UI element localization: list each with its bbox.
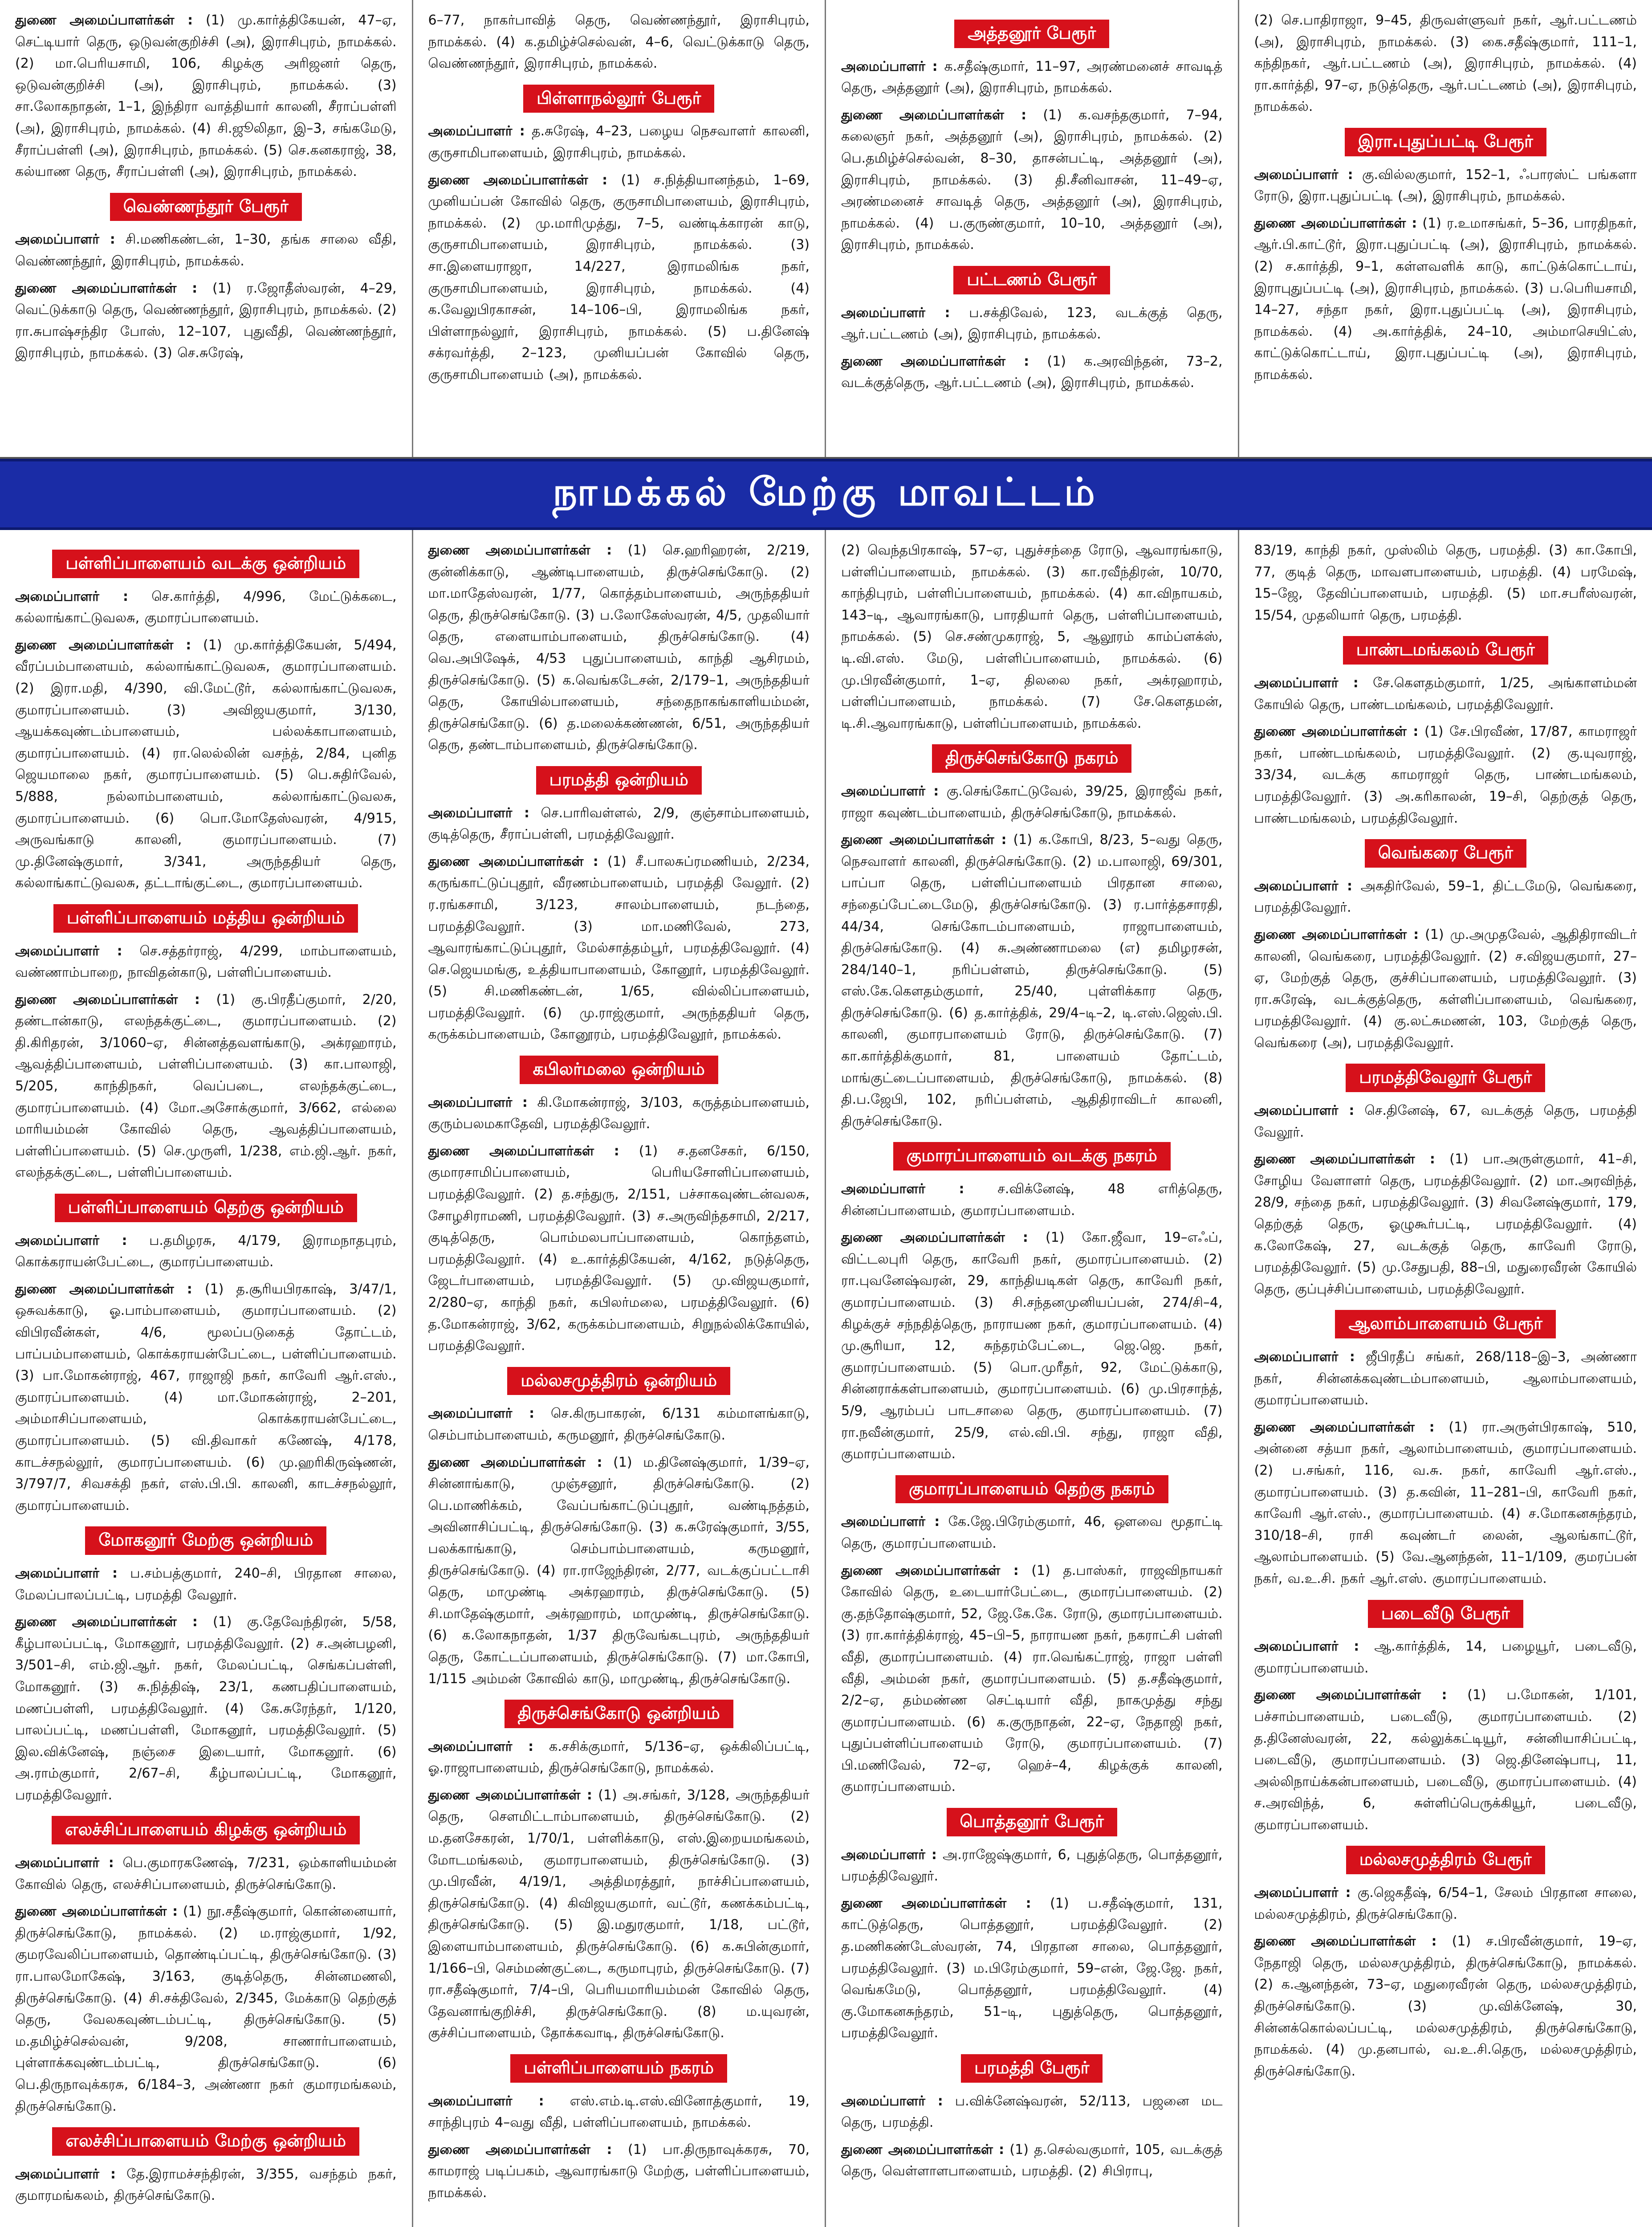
member-entry [841,302,1223,346]
role-label: துணை அமைப்பாளர்கள் : [841,2141,1005,2158]
bottom-section [0,530,1652,2227]
bottom-column-2 [413,530,826,2227]
role-label: அமைப்பாளர் : [841,305,950,321]
role-label: அமைப்பாளர் : [15,588,129,604]
member-entry [428,1092,810,1135]
member-details: (1) கு.பிரதீப்குமார், 2/20, தண்டான்காடு, எலந்தக்குட்டை, குமாரப்பாளையம். (2) தி.கிரிதரன், 3/1060–ஏ, சின்னத்தவளங்காடு, அக்ரஹாரம், ஆவத்திப்பாளையம், பள்ளிப்பாளையம். (3) கா.பாலாஜி, 5/205, காந்திநகர், வெப்படை, எலந்தக்குட்டை, குமாரப்பாளையம். (4) மோ.அசோக்குமார், 3/662, எல்லை மாரியம்மன் கோவில் தெரு, ஆவத்திப்பாளையம், பள்ளிப்பாளையம். (5) செ.முருளி, 1/238, எம்.ஜி.ஆர். நகர், எலந்தக்குட்டை, பள்ளிப்பாளையம். [15,991,397,1181]
member-entry [1254,1685,1637,1836]
member-details: ப.சம்பத்குமார், 240–சி, பிரதான சாலை, மேலப்பாலப்பட்டி, பரமத்தி வேலூர். [15,1565,397,1603]
member-entry [841,1560,1223,1799]
role-label: துணை அமைப்பாளர்கள் : [1254,1151,1435,1167]
member-entry [1254,1417,1637,1590]
member-details: அகதிர்வேல், 59–1, திட்டமேடு, வெங்கரை, பரமத்திவேலூர். [1254,878,1637,916]
member-details: (1) மு.கார்த்திகேயன், 5/494, வீரப்பம்பாளையம், கல்லாங்காட்டுவலசு, குமாரப்பாளையம். (2) இரா.மதி, 4/390, வி.மேட்டூர், கல்லாங்காட்டுவலசு, குமாரப்பாளையம். (3) அவிஜயகுமார், 3/130, ஆயக்கவுண்டம்பாளையம், பல்லக்காபாளையம், குமாரப்பாளையம். (4) ரா.லெல்லின் வசந்த், 2/84, புனித ஜெயமாலை நகர், குமாரப்பாளையம். (5) பெ.சுதிர்வேல், 5/888, நல்லாம்பாளையம், கல்லாங்காட்டுவலசு, குமாரப்பாளையம். (6) பொ.மோதேஸ்வரன், 4/915, அருவங்காடு காலனி, குமாரப்பாளையம். (7) மு.தினேஷ்குமார், 3/341, அருந்ததியர் தெரு, கல்லாங்காட்டுவலசு, தட்டாங்குட்டை, குமாரப்பாளையம். [15,637,397,891]
member-entry [428,803,810,846]
section-heading: படைவீடு பேரூர் [1368,1600,1523,1628]
member-details: செ.பாரிவள்ளல், 2/9, குஞ்சாம்பாளையம், குடித்தெரு, சீராப்பள்ளி, பரமத்திவேலூர். [428,805,810,843]
member-details: பெ.குமாரகணேஷ், 7/231, ஒம்காளியம்மன் கோவில் தெரு, எலச்சிப்பாளையம், திருச்செங்கோடு. [15,1855,397,1893]
member-details: (1) செ.ஹரிஹரன், 2/219, குன்னிக்காடு, ஆண்டிபாளையம், திருச்செங்கோடு. (2) மா.மாதேஸ்வரன், 1/77, கொத்தம்பாளையம், அருந்ததியர் தெரு, திருச்செங்கோடு. (3) ப.லோகேஸ்வரன், 4/5, முதலியார் தெரு, எளையாம்பாளையம், திருச்செங்கோடு. (4) வெ.அபிஷேக், 4/53 புதுப்பாளையம், காந்தி ஆசிரமம், திருச்செங்கோடு. (5) க.வெங்கடேசன், 2/179–1, அருந்ததியர் தெரு, கோயில்பாளையம், சந்தைநாகங்காளியம்மன், திருச்செங்கோடு. (6) த.மலைக்கண்ணன், 6/51, அருந்ததியர் தெரு, தண்டாம்பாளையம், திருச்செங்கோடு. [428,542,810,753]
role-label: அமைப்பாளர் : [841,1847,937,1863]
top-column-1 [0,0,413,457]
member-entry [1254,1149,1637,1300]
top-column-3 [826,0,1239,457]
section-heading: திருச்செங்கோடு ஒன்றியம் [505,1700,733,1728]
role-label: அமைப்பாளர் : [1254,1885,1351,1901]
member-entry [841,540,1223,734]
role-label: அமைப்பாளர் : [1254,675,1359,691]
section-heading: கபிலர்மலை ஒன்றியம் [520,1056,718,1084]
member-details: சி.மணிகண்டன், 1–30, தங்க சாலை வீதி, வெண்ணந்தூர், இராசிபுரம், நாமக்கல். [15,232,397,269]
role-label: அமைப்பாளர் : [15,1565,118,1581]
role-label: அமைப்பாளர் : [1254,1639,1359,1655]
member-details: அ.ராஜேஷ்குமார், 6, புதுத்தெரு, பொத்தனூர், பரமத்திவேலூர். [841,1847,1223,1884]
member-entry [428,2091,810,2134]
section-heading: பள்ளிப்பாளையம் மத்திய ஒன்றியம் [53,904,358,933]
member-entry [1254,876,1637,919]
role-label: அமைப்பாளர் : [428,1094,528,1110]
member-details: (1) அ.சங்கர், 3/128, அருந்ததியர் தெரு, சௌமிட்டாம்பாளையம், திருச்செங்கோடு. (2) ம.தனசேகரன், 1/70/1, பள்ளிக்காடு, எஸ்.இறையமங்கலம், மோடமங்கலம், குமாரபாளையம், திருச்செங்கோடு. (3) மு.பிரவீன், 4/19/1, அத்திமரத்தூர், நாச்சிப்பாளையம், திருச்செங்கோடு. (4) கிவிஜயகுமார், வட்டூர், கணக்கம்பட்டி, திருச்செங்கோடு. (5) இ.மதுரகுமார், 1/18, பட்டூர், இளையாம்பாளையம், திருச்செங்கோடு. (6) க.சுபின்குமார், 1/166–பி, செம்மண்குட்டை, கருமாபுரம், திருச்செங்கோடு. (7) ரா.சதீஷ்குமார், 7/4–பி, பெரியமாரியம்மன் கோவில் தெரு, தேவனாங்குறிச்சி, திருச்செங்கோடு. (8) ம.யுவரன், குச்சிப்பாளையம், தோக்கவாடி, திருச்செங்கோடு. [428,1787,810,2041]
member-details: சே.கௌதம்குமார், 1/25, அங்காளம்மன் கோயில் தெரு, பாண்டமங்கலம், பரமத்திவேலூர். [1254,675,1637,713]
member-entry [428,540,810,756]
member-entry [1254,1882,1637,1925]
role-label: துணை அமைப்பாளர்கள் : [428,172,608,188]
role-label: அமைப்பாளர் : [841,2093,943,2109]
top-column-4 [1239,0,1652,457]
bottom-column-4 [1239,530,1652,2227]
member-entry [15,278,397,364]
section-heading: பாண்டமங்கலம் பேரூர் [1343,636,1548,665]
member-entry [1254,1100,1637,1143]
role-label: அமைப்பாளர் : [841,783,939,799]
member-details: (1) ச.நித்தியானந்தம், 1–69, முனியப்பன் கோவில் தெரு, குருசாமிபாளையம், இராசிபுரம், நாமக்கல். (2) மு.மாரிமுத்து, 7–5, வண்டிக்காரன் காடு, குருசாமிபாளையம், இராசிபுரம், நாமக்கல். (3) சா.இளையராஜா, 14/227, இராமலிங்க நகர், குருசாமிபாளையம், இராசிபுரம், நாமக்கல். (4) க.வேலுபிரகாசன், 14–106–பி, இராமலிங்க நகர், பிள்ளாநல்லூர், இராசிபுரம், நாமக்கல். (5) ப.தினேஷ் சக்ரவர்த்தி, 2–123, முனியப்பன் கோவில் தெரு, குருசாமிபாளையம் (அ), நாமக்கல். [428,172,810,383]
role-label: துணை அமைப்பாளர்கள் : [428,1143,619,1159]
member-details: (1) க.வசந்தகுமார், 7–94, கலைஞர் நகர், அத்தனூர் (அ), இராசிபுரம், நாமக்கல். (2) பெ.தமிழ்ச்செல்வன், 8–30, தாசன்பட்டி, அத்தனூர் (அ), இராசிபுரம், நாமக்கல். (3) தி.சீனிவாசன், 11–49–ஏ, அரண்மனைச் சாவடித் தெரு, அத்தனூர் (அ), இராசிபுரம், நாமக்கல். (4) ப.குருண்குமார், 10–10, அத்தனூர் (அ), இராசிபுரம், நாமக்கல். [841,107,1223,253]
role-label: துணை அமைப்பாளர்கள் : [15,1281,192,1297]
member-entry [1254,10,1637,118]
member-details: (1) த.சூரியபிரகாஷ், 3/47/1, ஒசுவக்காடு, ஓ.பாம்பாளையம், குமாரப்பாளையம். (2) விபிரவீன்கள், 4/6, மூலப்படுகைத் தோட்டம், பாப்பம்பாளையம், கொக்கராயன்பேட்டை, பள்ளிப்பாளையம். (3) பா.மோகன்ராஜ், 467, ராஜாஜி நகர், காவேரி ஆர்.எஸ்., குமாரப்பாளையம். (4) மா.மோகன்ராஜ், 2–201, அம்மாசிப்பாளையம், கொக்கராயன்பேட்டை, குமாரப்பாளையம். (5) வி.திவாகர் கணேஷ், 4/178, காடச்சநல்லூர், குமாரப்பாளையம். (6) மு.ஹரிகிருஷ்ணன், 3/797/7, சிவசக்தி நகர், எஸ்.பி.பி. காலனி, காடச்சநல்லூர், குமாரப்பாளையம். [15,1281,397,1513]
member-entry [841,781,1223,824]
member-details: தே.இராமச்சந்திரன், 3/355, வசந்தம் நகர், குமாரமங்கலம், திருச்செங்கோடு. [15,2166,397,2204]
role-label: துணை அமைப்பாளர்கள் : [1254,1419,1435,1435]
member-entry [15,1901,397,2117]
role-label: அமைப்பாளர் : [428,1406,535,1422]
member-details: ப.விக்னேஷ்வரன், 52/113, பஜனை மட தெரு, பரமத்தி. [841,2093,1223,2131]
role-label: துணை அமைப்பாளர்கள் : [15,991,200,1007]
role-label: அமைப்பாளர் : [841,1181,964,1197]
top-column-2 [413,0,826,457]
member-details: (1) பா.திருநாவுக்கரசு, 70, காமராஜ் படிப்பகம், ஆவாரங்காடு மேற்கு, பள்ளிப்பாளையம், நாமக்கல். [428,2141,810,2201]
member-details: ச.விக்னேஷ், 48 எரித்தெரு, சின்னப்பாளையம், குமாரப்பாளையம். [841,1181,1223,1219]
role-label: துணை அமைப்பாளர்கள் : [15,280,198,296]
role-label: துணை அமைப்பாளர்கள் : [841,1895,1031,1911]
section-heading: பள்ளிப்பாளையம் நகரம் [510,2054,727,2083]
member-details: செ.தினேஷ், 67, வடக்குத் தெரு, பரமத்தி வேலூர். [1254,1103,1637,1140]
role-label: துணை அமைப்பாளர்கள் : [428,1787,592,1803]
section-heading: எலச்சிப்பாளையம் மேற்கு ஒன்றியம் [52,2127,359,2156]
member-details: (2) செ.பாதிராஜா, 9–45, திருவள்ளுவர் நகர், ஆர்.பட்டணம் (அ), இராசிபுரம், நாமக்கல். (3) கை.சதீஷ்குமார், 111–1, கந்திநகர், ஆர்.பட்டணம் (அ), இராசிபுரம், நாமக்கல். (4) ரா.கார்த்தி, 97–ஏ, நடுத்தெரு, ஆர்.பட்டணம் (அ), இராசிபுரம், நாமக்கல். [1254,12,1637,115]
member-details: க.சசிக்குமார், 5/136–ஏ, ஒக்கிலிப்பட்டி, ஓ.ராஜாபாளையம், திருச்செங்கோடு, நாமக்கல். [428,1738,810,1776]
member-details: (1) ப.மோகன், 1/101, பச்சாம்பாளையம், படைவீடு, குமாரப்பாளையம். (2) த.தினேஸ்வரன், 22, கல்லுக்கட்டியூர், சன்னியாசிப்பட்டி, படைவீடு, குமாரப்பாளையம். (3) ஜெ.தினேஷ்பாபு, 11, அல்லிநாய்க்கன்பாளையம், படைவீடு, குமாரப்பாளையம். (4) ச.அரவிந்த், 6, சுள்ளிப்பெருக்கியூர், படைவீடு, குமாரப்பாளையம். [1254,1687,1637,1833]
member-entry [1254,924,1637,1054]
role-label: அமைப்பாளர் : [428,2093,544,2109]
section-heading: வெங்கரை பேரூர் [1365,839,1526,868]
role-label: துணை அமைப்பாளர்கள் : [428,2141,612,2158]
section-heading: பள்ளிப்பாளையம் தெற்கு ஒன்றியம் [55,1194,357,1222]
role-label: துணை அமைப்பாளர்கள் : [1254,926,1419,942]
bottom-column-3 [826,530,1239,2227]
section-heading: பட்டணம் பேரூர் [953,266,1110,294]
role-label: துணை அமைப்பாளர்கள் : [841,107,1027,123]
member-entry [841,105,1223,256]
member-entry [15,1852,397,1896]
member-details: (1) த.செல்வகுமார், 105, வடக்குத் தெரு, வெள்ளாளபாளையம், பரமத்தி. (2) சிபிராபு, [841,2141,1223,2179]
member-details: கு.ஜெகதீஷ், 6/54–1, சேலம் பிரதான சாலை, மல்லசமுத்திரம், திருச்செங்கோடு. [1254,1885,1637,1922]
member-entry [15,2164,397,2207]
role-label: துணை அமைப்பாளர்கள் : [841,1230,1028,1246]
member-entry [1254,1931,1637,2082]
member-entry [841,1844,1223,1888]
member-details: (1) ச.பிரவீன்குமார், 19–ஏ, நேதாஜி தெரு, மல்லசமுத்திரம், திருச்செங்கோடு, நாமக்கல். (2) க.ஆனந்தன், 73–ஏ, மதுரைவீரன் தெரு, மல்லசமுத்திரம், திருச்செங்கோடு. (3) மு.விக்னேஷ், 30, சின்னக்கொல்லப்பட்டி, மல்லசமுத்திரம், திருச்செங்கோடு, நாமக்கல். (4) மு.தனபால், வ.உ.சி.தெரு, மல்லசமுத்திரம், திருச்செங்கோடு. [1254,1933,1637,2079]
section-heading: மல்லசமுத்திரம் ஒன்றியம் [507,1367,730,1395]
role-label: துணை அமைப்பாளர்கள் : [15,1904,178,1920]
member-entry [841,2091,1223,2134]
member-entry [15,941,397,984]
section-heading: பரமத்தி பேரூர் [961,2054,1103,2083]
member-entry [841,1179,1223,1222]
role-label: அமைப்பாளர் : [15,232,115,248]
member-details: (1) ச.தனசேகர், 6/150, குமாரசாமிப்பாளையம், பெரியசோளிப்பாளையம், பரமத்திவேலூர். (2) த.சந்துரு, 2/151, பச்சாகவுண்டன்வலசு, சோழசிராமணி, பரமத்திவேலூர். (3) ச.அருவிந்தசாமி, 2/217, குடித்தெரு, பொம்மலபாப்பாளையம், கொந்தளம், பரமத்திவேலூர். (4) உ.கார்த்திகேயன், 4/162, நடுத்தெரு, ஜேடர்பாளையம், பரமத்திவேலூர். (5) மு.விஜயகுமார், 2/280–ஏ, காந்தி நகர், கபிலர்மலை, பரமத்திவேலூர். (6) த.மோகன்ராஜ், 3/62, கருக்கம்பாளையம், சிறுநல்லிக்கோயில், பரமத்திவேலூர். [428,1143,810,1354]
section-heading: பரமத்திவேலூர் பேரூர் [1346,1064,1545,1092]
member-details: எஸ்.எம்.டி.எஸ்.வினோத்குமார், 19, சாந்திபுரம் 4–வது வீதி, பள்ளிப்பாளையம், நாமக்கல். [428,2093,810,2131]
section-heading: குமாரப்பாளையம் வடக்கு நகரம் [893,1142,1171,1171]
member-entry [428,1403,810,1446]
member-entry [841,56,1223,99]
member-details: கே.ஜே.பிரேம்குமார், 46, ஔவை மூதாட்டி தெரு, குமாரப்பாளையம். [841,1514,1223,1551]
role-label: துணை அமைப்பாளர்கள் : [841,832,1007,848]
section-heading: குமாரப்பாளையம் தெற்கு நகரம் [895,1475,1168,1504]
member-entry [428,851,810,1046]
member-details: (1) கு.தேவேந்திரன், 5/58, கீழ்பாலப்பட்டி, மோகனூர், பரமத்திவேலூர். (2) ச.அன்பழனி, 3/501–சி, எம்.ஜி.ஆர். நகர், மேலப்பட்டி, செங்கப்பள்ளி, மோகனூர். (3) சு.நித்திஷ், 23/1, கணபதிப்பாளையம், மணப்பள்ளி, பரமத்திவேலூர். (4) கே.சுரேந்தர், 1/120, பாலப்பட்டி, மணப்பள்ளி, மோகனூர், பரமத்திவேலூர். (5) இல.விக்னேஷ், நஞ்சை இடையார், மோகனூர். (6) அ.ராம்குமார், 2/67–சி, கீழ்பாலப்பட்டி, மோகனூர், பரமத்திவேலூர். [15,1614,397,1803]
section-heading: இரா.புதுப்பட்டி பேரூர் [1345,128,1546,156]
role-label: துணை அமைப்பாளர்கள் : [841,353,1029,369]
section-heading: மல்லசமுத்திரம் பேரூர் [1346,1846,1545,1874]
section-heading: பிள்ளாநல்லூர் பேரூர் [523,85,714,113]
member-entry [1254,1346,1637,1411]
role-label: துணை அமைப்பாளர்கள் : [15,1614,198,1630]
member-entry [15,1279,397,1517]
member-details: 6–77, நாகர்பாவித் தெரு, வெண்ணந்தூர், இராசிபுரம், நாமக்கல். (4) க.தமிழ்ச்செல்வன், 4–6, வெட்டுக்காடு தெரு, வெண்ணந்தூர், இராசிபுரம், நாமக்கல். [428,12,810,72]
section-heading: பொத்தனூர் பேரூர் [947,1808,1117,1836]
member-entry [428,10,810,75]
member-entry [428,1785,810,2044]
role-label: துணை அமைப்பாளர்கள் : [428,542,612,558]
role-label: அமைப்பாளர் : [841,1514,940,1530]
role-label: துணை அமைப்பாளர்கள் : [15,12,193,28]
member-entry [841,1227,1223,1465]
member-details: கு.செங்கோட்டுவேல், 39/25, இராஜீவ் நகர், ராஜா கவுண்டம்பாளையம், திருச்செங்கோடு, நாமக்கல். [841,783,1223,821]
role-label: துணை அமைப்பாளர்கள் : [15,637,191,653]
role-label: துணை அமைப்பாளர்கள் : [1254,1933,1437,1950]
role-label: அமைப்பாளர் : [15,943,122,959]
section-heading: எலச்சிப்பாளையம் கிழக்கு ஒன்றியம் [52,1816,360,1844]
member-entry [1254,164,1637,208]
member-details: (1) ம.தினேஷ்குமார், 1/39–ஏ, சின்னாங்காடு, முஞ்சனூர், திருச்செங்கோடு. (2) பெ.மாணிக்கம், வேப்பங்காட்டுப்புதூர், வண்டிநத்தம், அவினாசிப்பட்டி, திருச்செங்கோடு. (3) க.சுரேஷ்குமார், 3/55, பலக்காங்காடு, செம்பாம்பாளையம், கருமனூர், திருச்செங்கோடு. (4) ரா.ராஜேந்திரன், 2/77, வடக்குப்பட்டாசி தெரு, மாமுண்டி அக்ரஹாரம், திருச்செங்கோடு. (5) சி.மாதேஷ்குமார், அக்ரஹாரம், மாமுண்டி, திருச்செங்கோடு. (6) க.லோகநாதன், 1/37 திருவேங்கடபுரம், அருந்ததியர் தெரு, கோட்டப்பாளையம், திருச்செங்கோடு. (7) மா.கோபி, 1/115 அம்மன் கோவில் காடு, மாமுண்டி, திருச்செங்கோடு. [428,1454,810,1687]
member-entry [428,2139,810,2204]
member-entry [15,635,397,894]
member-details: செ.சத்தர்ராஜ், 4/299, மாம்பாளையம், வண்ணாம்பாறை, நாவிதன்காடு, பள்ளிப்பாளையம். [15,943,397,981]
role-label: அமைப்பாளர் : [1254,878,1353,894]
member-details: (1) ர.ஜோதீஸ்வரன், 4–29, வெட்டுக்காடு தெரு, வெண்ணந்தூர், இராசிபுரம், நாமக்கல். (2) ரா.சுபாஷ்சந்திர போஸ், 12–107, புதுவீதி, வெண்ணந்தூர், இராசிபுரம், நாமக்கல். (3) செ.சுரேஷ், [15,280,397,361]
member-entry [841,829,1223,1132]
member-entry [428,1736,810,1779]
member-details: ப.தமிழரசு, 4/179, இராமநாதபுரம், கொக்கராயன்பேட்டை, குமாரப்பாளையம். [15,1232,397,1270]
section-heading: பரமத்தி ஒன்றியம் [536,766,702,795]
member-details: (1) பா.அருள்குமார், 41–சி, சோழிய வேளாளர் தெரு, பரமத்திவேலூர். (2) மா.அரவிந்த், 28/9, சந்தை நகர், பரமத்திவேலூர். (3) சிவனேஷ்குமார், 179, தெற்குத் தெரு, ஓழுகூர்பட்டி, பரமத்திவேலூர். (4) க.லோகேஷ், 27, வடக்குத் தெரு, காவேரி ரோடு, பரமத்திவேலூர். (5) மு.சேதுபதி, 88–பி, மதுரைவீரன் கோயில் தெரு, குப்புச்சிப்பாளையம், பரமத்திவேலூர். [1254,1151,1637,1297]
role-label: அமைப்பாளர் : [1254,167,1353,183]
member-entry [15,229,397,272]
member-details: ஆ.கார்த்திக், 14, பழையூர், படைவீடு, குமாரப்பாளையம். [1254,1639,1637,1676]
section-heading: திருச்செங்கோடு நகரம் [932,744,1131,773]
member-details: செ.கார்த்தி, 4/996, மேட்டுக்கடை, கல்லாங்காட்டுவலசு, குமாரப்பாளையம். [15,588,397,626]
member-details: கு.வில்லகுமார், 152–1, ஃபாரஸ்ட் பங்களா ரோடு, இரா.புதுப்பட்டி (அ), இராசிபுரம், நாமக்கல். [1254,167,1637,204]
member-details: (1) ர.உமாசங்கர், 5–36, பாரதிநகர், ஆர்.பி.காட்டூர், இரா.புதுப்பட்டி (அ), இராசிபுரம், நாமக்கல். (2) ச.கார்த்தி, 9–1, கள்ளவளிக் காடு, காட்டுக்கொட்டாய், இராபுதுப்பட்டி (அ), இராசிபுரம், நாமக்கல். (3) ப.பெரியசாமி, 14–27, சந்தா நகர், இரா.புதுப்பட்டி (அ), இராசிபுரம், நாமக்கல். (4) அ.கார்த்திக், 24–10, அம்மாசெயிட்ஸ், காட்டுக்கொட்டாய், இரா.புதுப்பட்டி (அ), இராசிபுரம், நாமக்கல். [1254,215,1637,383]
member-entry [1254,673,1637,716]
member-entry [428,1452,810,1690]
top-section [0,0,1652,459]
role-label: அமைப்பாளர் : [15,2166,116,2182]
member-entry [15,989,397,1184]
member-entry [428,121,810,164]
role-label: அமைப்பாளர் : [841,58,938,74]
role-label: அமைப்பாளர் : [1254,1349,1355,1365]
section-heading: வெண்ணந்தூர் பேரூர் [110,193,302,221]
member-details: ஜீபிரதீப் சங்கர், 268/118–இ–3, அண்ணா நகர், சின்னக்கவுண்டம்பாளையம், ஆலாம்பாளையம், குமாரப்பாளையம். [1254,1349,1637,1408]
member-entry [1254,1636,1637,1679]
member-entry [841,1893,1223,2044]
role-label: அமைப்பாளர் : [428,1738,534,1754]
member-details: கி.மோகன்ராஜ், 3/103, கருத்தம்பாளையம், குரும்பலமகாதேவி, பரமத்திவேலூர். [428,1094,810,1132]
member-details: க.சதீஷ்குமார், 11–97, அரண்மனைச் சாவடித் தெரு, அத்தனூர் (அ), இராசிபுரம், நாமக்கல். [841,58,1223,96]
member-entry [428,1141,810,1357]
role-label: துணை அமைப்பாளர்கள் : [1254,724,1419,740]
member-entry [841,351,1223,394]
member-entry [15,1230,397,1273]
member-details: (1) கோ.ஜீவா, 19–எஃப், விட்டலபுரி தெரு, காவேரி நகர், குமாரப்பாளையம். (2) ரா.புவனேஷ்வரன், 29, காந்தியடிகள் தெரு, காவேரி நகர், குமாரப்பாளையம். (3) சி.சந்தனமுனியப்பன், 274/சி–4, கிழக்குச் சந்நதித்தெரு, நாராயண நகர், குமாரப்பாளையம். (4) மு.சூரியா, 12, சுந்தரம்பேட்டை, ஜெ.ஜெ. நகர், குமாரப்பாளையம். (5) பொ.முரீதர், 92, மேட்டுக்காடு, சின்னராக்கள்பாளையம், குமாரப்பாளையம். (6) மு.பிரசாந்த், 5/9, ஆரம்பப் பாடசாலை தெரு, குமாரப்பாளையம். (7) ரா.நவீன்குமார், 25/9, எல்.வி.பி. சந்து, ராஜா வீதி, குமாரப்பாளையம். [841,1230,1223,1462]
member-entry [15,586,397,629]
member-details: ப.சக்திவேல், 123, வடக்குத் தெரு, ஆர்.பட்டணம் (அ), இராசிபுரம், நாமக்கல். [841,305,1223,343]
section-heading: பள்ளிப்பாளையம் வடக்கு ஒன்றியம் [52,550,359,578]
section-heading: மோகனூர் மேற்கு ஒன்றியம் [85,1526,326,1555]
role-label: துணை அமைப்பாளர்கள் : [1254,1687,1447,1703]
role-label: அமைப்பாளர் : [15,1855,114,1871]
member-details: (1) நூ.சதீஷ்குமார், கொன்னையார், திருச்செங்கோடு, நாமக்கல். (2) ம.ராஜ்குமார், 1/92, குமரவேலிப்பாளையம், தொண்டிப்பட்டி, திருச்செங்கோடு. (3) ரா.பாலமோகேஷ், 3/163, குடித்தெரு, சின்னமணலி, திருச்செங்கோடு. (4) சி.சக்திவேல், 2/345, மேக்காடு தெற்குத் தெரு, வேலகவுண்டம்பட்டி, திருச்செங்கோடு. (5) ம.தமிழ்ச்செல்வன், 9/208, சாணார்பாளையம், புள்ளாக்கவுண்டம்பட்டி, திருச்செங்கோடு. (6) பெ.திருநாவுக்கரசு, 6/184–3, அண்ணா நகர் குமாரமங்கலம், திருச்செங்கோடு. [15,1904,397,2114]
member-entry [1254,721,1637,829]
member-details: (1) சே.பிரவீண், 17/87, காமராஜர் நகர், பாண்டமங்கலம், பரமத்திவேலூர். (2) கு.யுவராஜ், 33/34, வடக்கு காமராஜர் தெரு, பாண்டமங்கலம், பரமத்திவேலூர். (3) அ.கரிகாலன், 19–சி, தெற்குத் தெரு, பாண்டமங்கலம், பரமத்திவேலூர். [1254,724,1637,826]
district-title: நாமக்கல் மேற்கு மாவட்டம் [553,469,1099,514]
member-entry [15,1563,397,1606]
bottom-column-1 [0,530,413,2227]
role-label: துணை அமைப்பாளர்கள் : [428,853,598,869]
member-entry [1254,540,1637,626]
member-details: த.சுரேஷ், 4–23, பழைய நெசவாளர் காலனி, குருசாமிபாளையம், இராசிபுரம், நாமக்கல். [428,123,810,161]
member-details: செ.கிருபாகரன், 6/131 கம்மாளங்காடு, செம்பாம்பாளையம், கருமனூர், திருச்செங்கோடு. [428,1406,810,1443]
role-label: துணை அமைப்பாளர்கள் : [428,1454,602,1470]
role-label: துணை அமைப்பாளர்கள் : [841,1562,1019,1578]
member-details: 83/19, காந்தி நகர், முஸ்லிம் தெரு, பரமத்தி. (3) கா.கோபி, 77, குடித் தெரு, மாவளபாளையம், பரமத்தி. (4) பரமேஷ், 15–ஜே, தேவிப்பாளையம், பரமத்தி. (5) மா.சபரீஸ்வரன், 15/54, முதலியார் தெரு, பரமத்தி. [1254,542,1637,623]
member-details: (1) மு.அமுதவேல், ஆதிதிராவிடர் காலனி, வெங்கரை, பரமத்திவேலூர். (2) ச.விஜயகுமார், 27–ஏ, மேற்குத் தெரு, குச்சிப்பாளையம், பரமத்திவேலூர். (3) ரா.சுரேஷ், வடக்குத்தெரு, கள்ளிப்பாளையம், வெங்கரை, பரமத்திவேலூர். (4) கு.லட்சுமணன், 103, மேற்குத் தெரு, வெங்கரை (அ), பரமத்திவேலூர். [1254,926,1637,1051]
role-label: அமைப்பாளர் : [1254,1103,1355,1119]
role-label: அமைப்பாளர் : [428,805,529,821]
section-heading: அத்தனூர் பேரூர் [954,20,1109,48]
member-details: (1) க.கோபி, 8/23, 5–வது தெரு, நெசவாளர் காலனி, திருச்செங்கோடு. (2) ம.பாலாஜி, 69/301, பாப்பா தெரு, பள்ளிப்பாளையம் பிரதான சாலை, சந்தைப்பேட்டைமேடு, திருச்செங்கோடு. (3) ர.பார்த்தசாரதி, 44/34, செங்கோடம்பாளையம், ராஜாபாளையம், திருச்செங்கோடு. (4) சு.அண்ணாமலை (எ) தமிழரசன், 284/140–1, நரிப்பள்ளம், திருச்செங்கோடு. (5) எஸ்.கே.கௌதம்குமார், 25/40, புள்ளிக்கார தெரு, திருச்செங்கோடு. (6) த.கார்த்திக், 29/4–டி–2, டி.எஸ்.ஜெஸ்.பி. காலனி, குமாரபாளையம் ரோடு, திருச்செங்கோடு. (7) கா.கார்த்திக்குமார், 81, பாளையம் தோட்டம், மாங்குட்டைப்பாளையம், திருச்செங்கோடு, நாமக்கல். (8) தி.ப.ஜேபி, 102, நரிப்பள்ளம், ஆதிதிராவிடர் காலனி, திருச்செங்கோடு. [841,832,1223,1129]
district-banner [0,459,1652,530]
member-details: (1) மு.கார்த்திகேயன், 47–ஏ, செட்டியார் தெரு, ஒடுவன்குறிச்சி (அ), இராசிபுரம், நாமக்கல். (2) மா.பெரியசாமி, 106, கிழக்கு அரிஜனர் தெரு, ஒடுவன்குறிச்சி (அ), இராசிபுரம், நாமக்கல். (3) சா.லோகநாதன், 1–1, இந்திரா வாத்தியார் காலனி, சீராப்பள்ளி (அ), இராசிபுரம், நாமக்கல். (4) சி.ஜூலிதா, இ–3, சங்கமேடு, சீராப்பள்ளி (அ), இராசிபுரம், நாமக்கல். (5) செ.கனகராஜ், 38, கல்யாண தெரு, சீராப்பள்ளி (அ), இராசிபுரம், நாமக்கல். [15,12,397,180]
member-entry [15,10,397,183]
member-details: (1) க.அரவிந்தன், 73–2, வடக்குத்தெரு, ஆர்.பட்டணம் (அ), இராசிபுரம், நாமக்கல். [841,353,1223,391]
member-entry [841,1511,1223,1554]
member-entry [841,2139,1223,2182]
member-details: (1) சீ.பாலசுப்ரமணியம், 2/234, கருங்காட்டுப்புதூர், வீரணம்பாளையம், பரமத்தி வேலூர். (2) ர.ரங்கசாமி, 3/123, சாலம்பாளையம், நடந்தை, பரமத்திவேலூர். (3) மா.மணிவேல், 273, ஆவாரங்காட்டுப்புதூர், மேல்சாத்தம்பூர், பரமத்திவேலூர். (4) செ.ஜெயமங்கு, உத்தியாபாளையம், கோனூர், பரமத்திவேலூர். (5) சி.மணிகண்டன், 1/65, வில்லிப்பாளையம், பரமத்திவேலூர். (6) மு.ராஜ்குமார், அருந்ததியர் தெரு, கருக்கம்பாளையம், கோனூரம், பரமத்திவேலூர், நாமக்கல். [428,853,810,1043]
member-entry [15,1611,397,1806]
member-entry [1254,213,1637,386]
member-entry [428,170,810,386]
section-heading: ஆலாம்பாளையம் பேரூர் [1335,1310,1556,1338]
role-label: துணை அமைப்பாளர்கள் : [1254,215,1417,231]
member-details: (1) ரா.அருள்பிரகாஷ், 510, அன்னை சத்யா நகர், ஆலாம்பாளையம், குமாரப்பாளையம். (2) ப.சங்கர், 116, வ.சு. நகர், காவேரி ஆர்.எஸ்., குமாரப்பாளையம். (3) த.கவின், 11–281–பி, காவேரி நகர், காவேரி ஆர்.எஸ்., குமாரப்பாளையம். (4) ச.மோகனசுந்தரம், 310/18–சி, ராசி கவுண்டர் லைன், ஆலங்காட்டூர், ஆலாம்பாளையம். (5) வே.ஆனந்தன், 11–1/109, குமரப்பன் நகர், வ.உ.சி. நகர் ஆர்.எஸ். குமாரப்பாளையம். [1254,1419,1637,1587]
member-details: (1) த.பாஸ்கர், ராஜவிநாயகர் கோவில் தெரு, உடையார்பேட்டை, குமாரப்பாளையம். (2) கு.தந்தோஷ்குமார், 52, ஜே.கே.கே. ரோடு, குமாரப்பாளையம். (3) ரா.கார்த்திக்ராஜ், 45–பி–5, நாராயண நகர், நகராட்சி பள்ளி வீதி, குமாரப்பாளையம். (4) ரா.வெங்கட்ராஜ், ராஜா பள்ளி வீதி, அம்மன் நகர், குமாரப்பாளையம். (5) த.சதீஷ்குமார், 2/2–ஏ, தம்மண்ண செட்டியார் வீதி, நாகமுத்து சந்து குமாரப்பாளையம். (6) க.குருநாதன், 22–ஏ, நேதாஜி நகர், புதுப்பள்ளிப்பாளையம் ரோடு, குமாரப்பாளையம். (7) பி.மணிவேல், 72–ஏ, ஹெச்–4, கிழக்குக் காலனி, குமாரப்பாளையம். [841,1562,1223,1795]
role-label: அமைப்பாளர் : [15,1232,127,1248]
member-details: (2) வெந்தபிரகாஷ், 57–ஏ, புதுச்சந்தை ரோடு, ஆவாரங்காடு, பள்ளிப்பாளையம், நாமக்கல். (3) கா.ரவீந்திரன், 10/70, காந்திபுரம், பள்ளிப்பாளையம், நாமக்கல். (4) கா.விநாயகம், 143–டி, ஆவாரங்காடு, பாரதியார் தெரு, பள்ளிப்பாளையம், நாமக்கல். (5) செ.சண்முகராஜ், 5, ஆலூரம் காம்ப்ளக்ஸ், டி.வி.எஸ். மேடு, பள்ளிப்பாளையம், நாமக்கல். (6) மு.பிரவீன்குமார், 1–ஏ, திலலை நகர், அக்ரஹாரம், பள்ளிப்பாளையம், நாமக்கல். (7) சே.கௌதமன், டி.சி.ஆவாரங்காடு, பள்ளிப்பாளையம், நாமக்கல். [841,542,1223,731]
role-label: அமைப்பாளர் : [428,123,525,139]
member-details: (1) ப.சதீஷ்குமார், 131, காட்டுத்தெரு, பொத்தனூர், பரமத்திவேலூர். (2) த.மணிகண்டேஸ்வரன், 74, பிரதான சாலை, பொத்தனூர், பரமத்திவேலூர். (3) ம.பிரேம்குமார், 59–என், ஜே.ஜே. நகர், வெங்கமேடு, பொத்தனூர், பரமத்திவேலூர். (4) கு.மோகனசுந்தரம், 51–டி, புதுத்தெரு, பொத்தனூர், பரமத்திவேலூர். [841,1895,1223,2041]
